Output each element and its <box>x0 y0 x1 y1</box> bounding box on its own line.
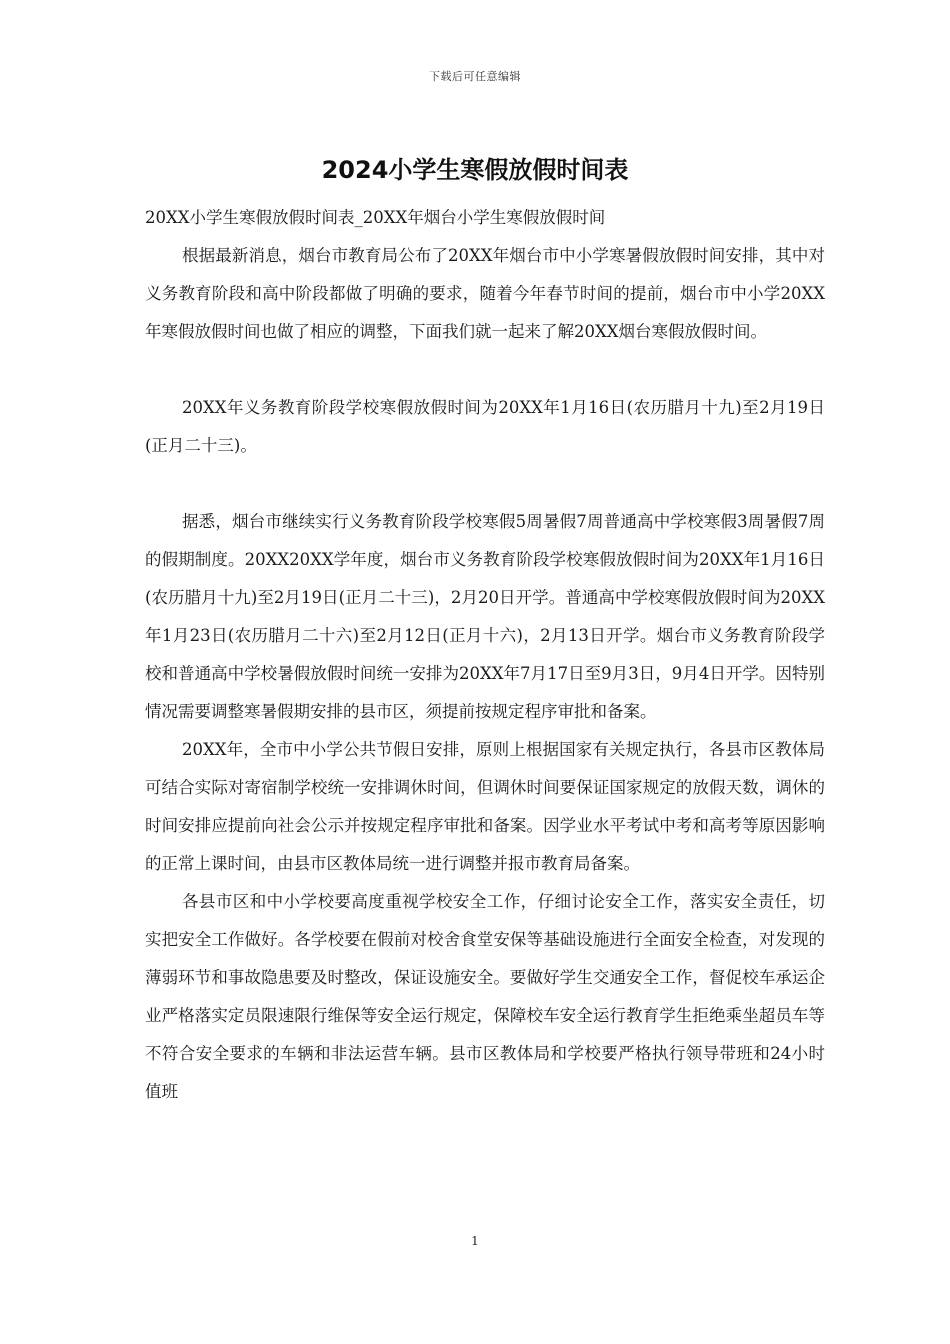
paragraph-intro: 根据最新消息，烟台市教育局公布了20XX年烟台市中小学寒暑假放假时间安排，其中对义务教育阶段和高中阶段都做了明确的要求，随着今年春节时间的提前，烟台市中小学20XX年寒假放假时间也做了相应的调整，下面我们就一起来了解20XX烟台寒假放假时间。 <box>145 246 825 341</box>
paragraph-compulsory-education-dates: 20XX年义务教育阶段学校寒假放假时间为20XX年1月16日(农历腊月十九)至2月19日(正月二十三)。 <box>145 398 825 455</box>
document-body <box>145 199 825 1111</box>
paragraph-vacation-system: 据悉，烟台市继续实行义务教育阶段学校寒假5周暑假7周普通高中学校寒假3周暑假7周的假期制度。20XX20XX学年度，烟台市义务教育阶段学校寒假放假时间为20XX年1月16日(农历腊月十九)至2月19日(正月二十三)，2月20日开学。普通高中学校寒假放假时间为20XX年1月23日(农历腊月二十六)至2月12日(正月十六)，2月13日开学。烟台市义务教育阶段学校和普通高中学校暑假放假时间统一安排为20XX年7月17日至9月3日，9月4日开学。因特别情况需要调整寒暑假期安排的县市区，须提前按规定程序审批和备案。 <box>145 512 825 721</box>
document-subtitle: 20XX小学生寒假放假时间表_20XX年烟台小学生寒假放假时间 <box>145 208 606 227</box>
paragraph-spacer <box>145 351 825 389</box>
page-number: 1 <box>471 1234 479 1248</box>
paragraph-safety-work: 各县市区和中小学校要高度重视学校安全工作，仔细讨论安全工作，落实安全责任，切实把安全工作做好。各学校要在假前对校舍食堂安保等基础设施进行全面安全检查，对发现的薄弱环节和事故隐患要及时整改，保证设施安全。要做好学生交通安全工作，督促校车承运企业严格落实定员限速限行维保等安全运行规定，保障校车安全运行教育学生拒绝乘坐超员车等不符合安全要求的车辆和非法运营车辆。县市区教体局和学校要严格执行领导带班和24小时值班 <box>145 892 825 1101</box>
paragraph-public-holidays: 20XX年，全市中小学公共节假日安排，原则上根据国家有关规定执行，各县市区教体局可结合实际对寄宿制学校统一安排调休时间，但调休时间要保证国家规定的放假天数，调休的时间安排应提前向社会公示并按规定程序审批和备案。因学业水平考试中考和高考等原因影响的正常上课时间，由县市区教体局统一进行调整并报市教育局备案。 <box>145 740 825 873</box>
document-title: 2024小学生寒假放假时间表 <box>321 156 629 184</box>
paragraph-spacer <box>145 465 825 503</box>
header-note: 下载后可任意编辑 <box>429 70 521 83</box>
